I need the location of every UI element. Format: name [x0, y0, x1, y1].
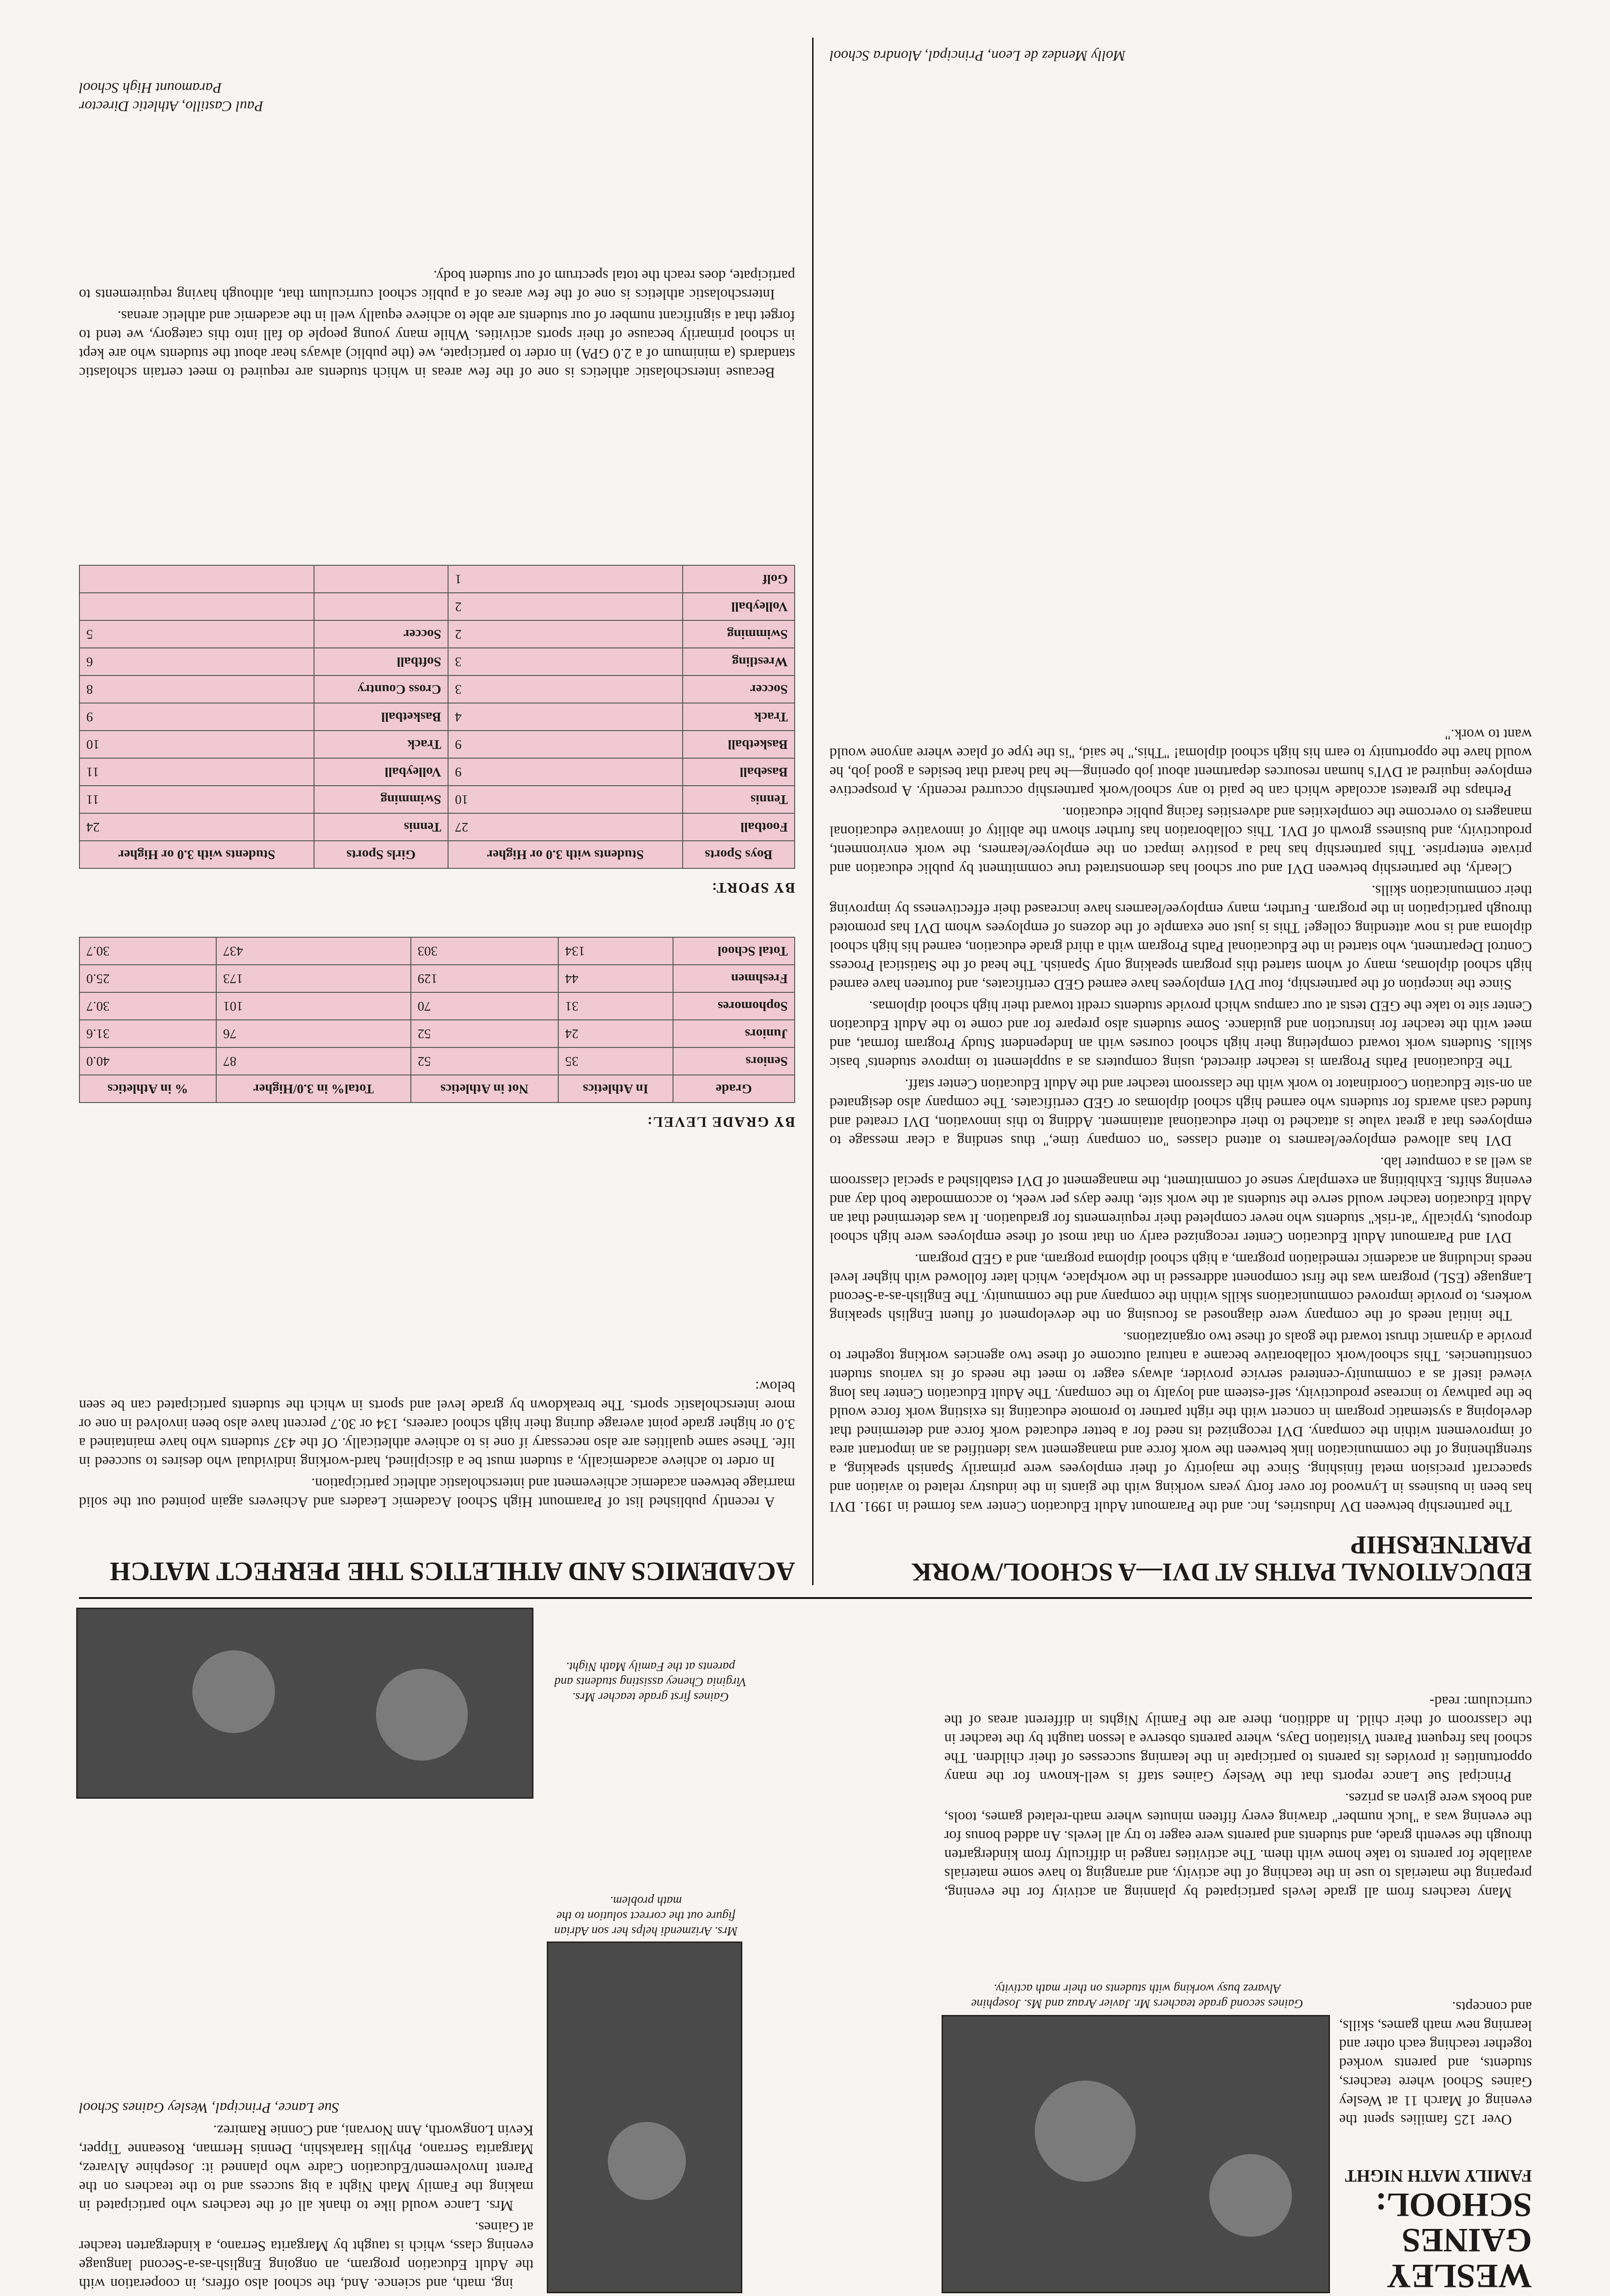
table-header-row: [79, 1075, 795, 1103]
wesley-paragraph: Over 125 families spent the evening of March 11 at Wesley Gaines School where teachers, students, and parents worked together teaching each other and learning new math games, skills, and concepts.: [1339, 1999, 1532, 2128]
photo-figure: [192, 1650, 275, 1733]
table-row: [79, 786, 795, 813]
table-row: [79, 620, 795, 648]
photo-figure: [376, 1669, 468, 1761]
table-cell: 76: [216, 1020, 411, 1047]
table-cell: 2: [448, 593, 683, 620]
table-cell: [79, 565, 314, 593]
wesley-paragraph: Mrs. Lance would like to thank all of the teachers who participated in making the Family Math Night a big success and to the teachers on the Parent Involvement/Education Cadre who planned it: Josephine Alvarez, Margarita Serrano, Phyllis Harakshin, Dennis Herman, Roseanne Tipper, Kevin Longworth, Ann Norvani, and Connie Ramirez.: [79, 2122, 533, 2214]
table-cell: [314, 593, 448, 620]
column-header: Boys Sports: [683, 841, 795, 868]
table-row: [79, 1020, 795, 1047]
table-cell: 9: [448, 731, 683, 758]
table-header-row: [79, 841, 795, 868]
column-header: In Athletics: [558, 1075, 673, 1103]
wesley-paragraph: Many teachers from all grade levels participated by planning an activity for the evening, preparing the materials to use in the teaching of the activity, and arranging to have some materials available for parents to take home with them. The activities ranged in difficulty from kindergarten through the seventh grade, and students and parents were eager to try all levels. An added bonus for the evening was a "luck number" drawing every fifteen minutes where math-related games, tools, and books were given as prizes.: [944, 1790, 1532, 1901]
table-cell: Seniors: [673, 1047, 795, 1075]
wesley-title: WESLEY GAINES SCHOOL:: [1375, 2185, 1532, 2295]
table-cell: 10: [79, 731, 314, 758]
table-cell: Track: [683, 703, 795, 731]
column-header: Total% in 3.0/Higher: [216, 1075, 411, 1103]
table-cell: Tennis: [314, 813, 448, 841]
table-cell: Sophomores: [673, 992, 795, 1020]
photo-mother-son: [547, 1941, 742, 2293]
column-header: Not in Athletics: [411, 1075, 558, 1103]
dvi-body: [830, 70, 1532, 1516]
dvi-paragraph: The partnership between DV Industries, Inc. and the Paramount Adult Education Center was formed in 1991. DVI has been in business in Lynwood for over forty years working with the giants in the industry related to aviation and spacecraft precision metal finishing. Since the majority of their employees were primarily Spanish speaking, a strengthening of the communication link between the work force and management was identified as an important area of improvement within the company. DVI recognized its need for a better educated work force and determined that developing a systematic program in concert with the right partner to promote educating its existing work force would be the pathway to increase productivity, self-esteem and loyalty to the company. The Adult Education Center has long viewed itself as a community-centered service provider, always eager to meet the needs of its various student constituencies. This school/work collaborative became a natural outcome of these two agencies working together to provide a dynamic thrust toward the goals of these two organizations.: [830, 1329, 1532, 1515]
table-cell: 303: [411, 937, 558, 965]
table-cell: 31.6: [79, 1020, 216, 1047]
table-cell: 2: [448, 620, 683, 648]
table-cell: 10: [448, 786, 683, 813]
wesley-paragraph: ing, math, and science. And, the school also offers, in cooperation with the Adult Education program, an ongoing English-as-a-Second language evening class, which is taught by Margarita Serrano, a kindergarten teacher at Gaines.: [79, 2219, 533, 2292]
table-cell: Total School: [673, 937, 795, 965]
column-header: Grade: [673, 1075, 795, 1103]
academics-paragraph: Because interscholastic athletics is one of the few areas in which students are required to meet certain scholastic standards (a minimum of a 2.0 GPA) in order to participate, we (the public) always hear about the students who are kept in school primarily because of their sports activities. While many young people do fall into this category, we tend to forget that a significant number of our students are able to achieve equally well in the academic and athletic arenas.: [79, 308, 795, 381]
sport-table-heading: BY SPORT:: [711, 880, 795, 896]
signature-name: Paul Castillo, Athletic Director: [79, 98, 264, 115]
table-cell: 129: [411, 965, 558, 992]
table-row: [79, 593, 795, 620]
table-cell: Football: [683, 813, 795, 841]
photo-figure: [608, 2122, 686, 2200]
table-row: [79, 703, 795, 731]
table-cell: 44: [558, 965, 673, 992]
table-cell: 9: [79, 703, 314, 731]
wesley-subtitle: FAMILY MATH NIGHT: [1345, 2166, 1532, 2185]
dvi-signature: Molly Mendez de Leon, Principal, Alondra School: [830, 48, 1126, 64]
wesley-paragraph: Principal Sue Lance reports that the Wesley Gaines staff is well-known for the many opportunities it provides its parents to participate in the learning successes of their children. The school has frequent Parent Visitation Days, where parents observe a lesson taught by the teacher in the classroom of their child. In addition, there are the Family Nights in different areas of the curriculum: read-: [944, 1694, 1532, 1785]
table-cell: 11: [79, 758, 314, 786]
table-cell: 437: [216, 937, 411, 965]
academics-paragraph: In order to achieve academically, a student must be a disciplined, hard-working individual who desires to succeed in life. These same qualities are also necessary if one is to achieve athletically. Of the 437 students who have maintained a 3.0 or higher grade point average during their high school careers, 134 or 30.7 percent have also been involved in one or more interscholastic sports. The breakdown by grade level and sports in which the students participated can be seen below:: [79, 1379, 795, 1470]
table-cell: Juniors: [673, 1020, 795, 1047]
table-cell: [79, 593, 314, 620]
dvi-paragraph: The initial needs of the company were diagnosed as focusing on the development of fluent English speaking workers, to provide improved communications skills within the company and the community. The English-as-a-Second Language (ESL) program was the first component addressed in the workplace, which later followed with higher level needs including an academic remediation program, a high school diploma program, and a GED program.: [830, 1251, 1532, 1324]
table-cell: 40.0: [79, 1047, 216, 1075]
table-row: [79, 565, 795, 593]
dvi-paragraph: DVI has allowed employee/learners to attend classes "on company time," thus sending a clear message to employees that a great value is attached to their educational attainment. Adding to this innovation, DVI created and funded cash awards for students who earned high school diplomas or GED certificates. The company also designated an on-site Education Coordinator to work with the classroom teacher and the Adult Education Center staff.: [830, 1076, 1532, 1149]
wesley-body-right: [79, 1806, 533, 2293]
signature-school: Paramount High School: [79, 80, 222, 96]
photo-caption-1: Gaines second grade teachers Mr. Javier Arauz and Ms. Josephine Alvarez busy working with students on their math activity.: [971, 1982, 1303, 2011]
table-row: [79, 758, 795, 786]
grade-table-heading: BY GRADE LEVEL:: [646, 1114, 795, 1131]
dvi-paragraph: Since the inception of the partnership, four DVI employees have earned GED certificates, and fourteen have earned high school diplomas, many of whom started this program speaking only Spanish. The head of the Statistical Process Control Department, who started in the Educational Paths Program with a third grade education, earned his high school diploma and is now attending college! This is just one example of the dozens of employees whom DVI has promoted through participation in the program. Further, many employee/learners have increased their effectiveness by improving their communication skills.: [830, 883, 1532, 993]
dvi-title: EDUCATIONAL PATHS AT DVI—A SCHOOL/WORK PARTNERSHIP: [911, 1531, 1532, 1586]
table-cell: 30.7: [79, 937, 216, 965]
table-cell: 9: [448, 758, 683, 786]
table-cell: Basketball: [683, 731, 795, 758]
table-cell: 52: [411, 1047, 558, 1075]
photo-teachers-students: [942, 2015, 1330, 2293]
table-cell: Freshmen: [673, 965, 795, 992]
table-cell: Tennis: [683, 786, 795, 813]
table-cell: 87: [216, 1047, 411, 1075]
table-row: [79, 731, 795, 758]
table-cell: 6: [79, 648, 314, 675]
column-divider: [812, 38, 813, 1585]
photo-figure: [1209, 2154, 1292, 2237]
table-cell: Swimming: [683, 620, 795, 648]
table-cell: Volleyball: [314, 758, 448, 786]
photo-figure: [1035, 2081, 1136, 2182]
academics-signature: [79, 79, 795, 116]
table-cell: 1: [448, 565, 683, 593]
wesley-intro: [1339, 1909, 1532, 2129]
dvi-paragraph: Clearly, the partnership between DVI and our school has demonstrated true commitment by public education and private enterprise. This partnership has had a positive impact on the employee/learners, the work environment, productivity, and business growth of DVI. This collaboration has further shown the ability of innovative educational managers to overcome the complexities and adversities facing public education.: [830, 805, 1532, 878]
table-cell: 25.0: [79, 965, 216, 992]
dvi-paragraph: Perhaps the greatest accolade which can be paid to any school/work partnership occurred recently. A prospective employee inquired at DVI's human resources department about job opening—he had heard that besides a good job, he would have the opportunity to earn his high school diploma! "This," he said, "is the type of place where anyone would want to work.": [830, 726, 1532, 799]
table-row: [79, 1047, 795, 1075]
table-cell: Golf: [683, 565, 795, 593]
table-row: [79, 648, 795, 675]
table-cell: Swimming: [314, 786, 448, 813]
column-header: Students with 3.0 or Higher: [79, 841, 314, 868]
table-cell: 11: [79, 786, 314, 813]
table-row: [79, 992, 795, 1020]
photo-caption-3: Gaines first grade teacher Mrs. Virginia Cheney assisting students and parents at the Family Math Night.: [554, 1660, 747, 1704]
column-header: Students with 3.0 or Higher: [448, 841, 683, 868]
table-cell: 173: [216, 965, 411, 992]
table-cell: [314, 565, 448, 593]
table-cell: 24: [79, 813, 314, 841]
wesley-body-left: [944, 1617, 1532, 1902]
table-cell: 8: [79, 675, 314, 703]
table-cell: Volleyball: [683, 593, 795, 620]
academics-title: ACADEMICS AND ATHLETICS THE PERFECT MATCH: [110, 1557, 795, 1587]
column-header: Girls Sports: [314, 841, 448, 868]
wesley-signature: Sue Lance, Principal, Wesley Gaines School: [79, 2100, 339, 2116]
photo-caption-2: Mrs. Arizmendi helps her son Adrian figure out the correct solution to the math problem.: [554, 1894, 738, 1938]
table-row: [79, 937, 795, 965]
table-cell: 31: [558, 992, 673, 1020]
column-header: % in Athletics: [79, 1075, 216, 1103]
dvi-paragraph: DVI and Paramount Adult Education Center recognized early on that most of these employees were high school dropouts, typically "at-risk" students who never completed their requirements for graduation. It was determined that an Adult Education teacher would serve the students at the work site, three days per week, to accommodate both day and evening shifts. Exhibiting an exemplary sense of commitment, the management of DVI established a special classroom as well as a computer lab.: [830, 1154, 1532, 1246]
table-cell: 70: [411, 992, 558, 1020]
table-row: [79, 675, 795, 703]
academics-intro: [79, 1135, 795, 1512]
table-cell: 4: [448, 703, 683, 731]
table-cell: 27: [448, 813, 683, 841]
sport-table: [79, 565, 795, 869]
photo-family-math-night: [76, 1608, 533, 1799]
table-cell: 101: [216, 992, 411, 1020]
table-cell: 3: [448, 648, 683, 675]
table-cell: 52: [411, 1020, 558, 1047]
table-cell: Baseball: [683, 758, 795, 786]
dvi-paragraph: The Educational Paths Program is teacher directed, using computers as a supplement to improve students' basic skills. Students work toward completing their high school courses with an Independent Study Program format, and meet with the teacher for instruction and guidance. Some students also prepare for and come to the Adult Education Center site to take the GED tests at our campus which provide students credit toward their high school diplomas.: [830, 998, 1532, 1071]
table-row: [79, 965, 795, 992]
table-cell: 24: [558, 1020, 673, 1047]
grade-level-table: [79, 937, 795, 1103]
table-cell: Soccer: [683, 675, 795, 703]
academics-paragraph: A recently published list of Paramount High School Academic Leaders and Achievers again pointed out the solid marriage between academic achievement and interscholastic athletic participation.: [79, 1475, 795, 1511]
table-cell: Track: [314, 731, 448, 758]
table-cell: 3: [448, 675, 683, 703]
table-cell: 30.7: [79, 992, 216, 1020]
table-cell: Cross Country: [314, 675, 448, 703]
academics-paragraph: Interscholastic athletics is one of the few areas of a public school curriculum that, although having requirements to participate, does reach the total spectrum of our student body.: [79, 268, 795, 303]
academics-closing: [79, 125, 795, 382]
table-cell: 134: [558, 937, 673, 965]
table-cell: Wrestling: [683, 648, 795, 675]
table-cell: Softball: [314, 648, 448, 675]
section-divider: [79, 1597, 1532, 1599]
table-row: [79, 813, 795, 841]
table-cell: 35: [558, 1047, 673, 1075]
table-cell: Soccer: [314, 620, 448, 648]
table-cell: 5: [79, 620, 314, 648]
table-cell: Basketball: [314, 703, 448, 731]
